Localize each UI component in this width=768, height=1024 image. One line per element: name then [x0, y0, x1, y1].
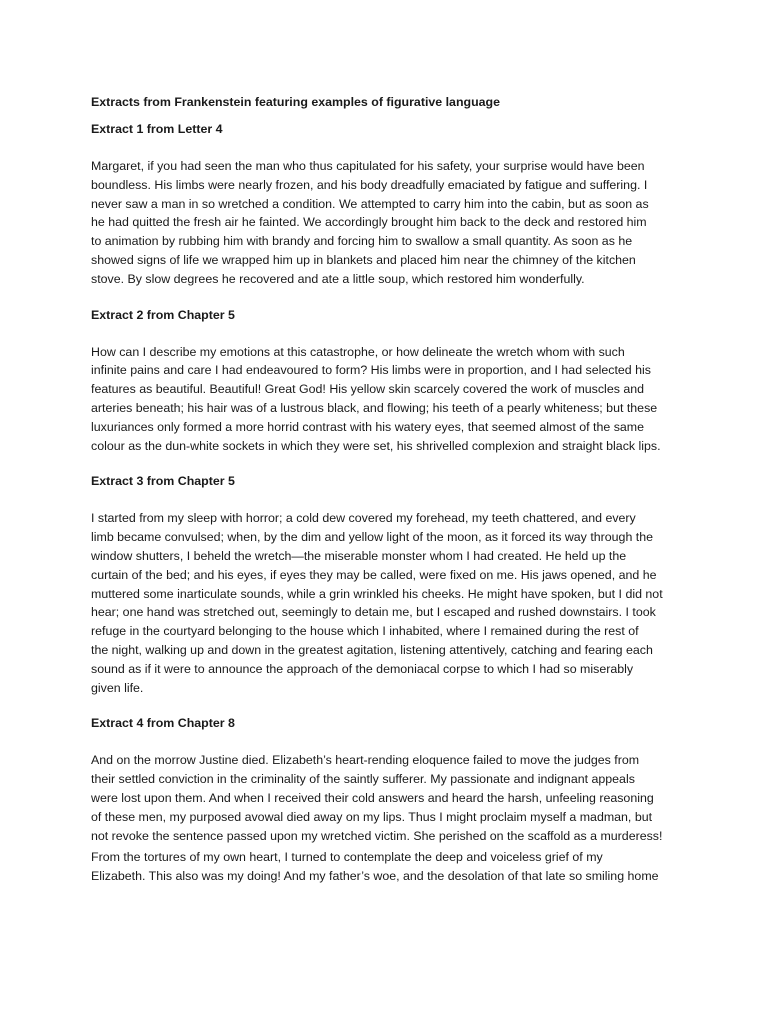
text-line: of these men, my purposed avowal died away on my lips. Thus I might proclaim myself a madman, but — [91, 809, 653, 824]
text-line: their settled conviction in the criminality of the saintly sufferer. My passionate and indignant appeals — [91, 772, 635, 787]
extract-1-heading: Extract 1 from Letter 4 — [91, 122, 223, 136]
document-page — [91, 93, 663, 903]
extract-1 — [91, 120, 663, 289]
extract-2 — [91, 306, 663, 456]
text-line: limb became convulsed; when, by the dim and yellow light of the moon, as it forced its way through the — [91, 530, 654, 545]
document-title: Extracts from Frankenstein featuring examples of figurative language — [91, 95, 500, 109]
text-line: stove. By slow degrees he recovered and ate a little soup, which restored him wonderfully. — [91, 271, 585, 286]
text-line: he had quitted the fresh air he fainted. We accordingly brought him back to the deck and restored him — [91, 215, 647, 230]
extract-3 — [91, 472, 663, 697]
extract-4-heading: Extract 4 from Chapter 8 — [91, 716, 235, 731]
text-line: the night, walking up and down in the greatest agitation, listening attentively, catching and fearing each — [91, 642, 653, 657]
text-line: muttered some inarticulate sounds, while a grin wrinkled his cheeks. He might have spoken, but I did not — [91, 586, 663, 601]
text-line: colour as the dun-white sockets in which they were set, his shrivelled complexion and straight black lips. — [91, 438, 661, 453]
extract-4-body — [91, 751, 663, 886]
text-line: infinite pains and care I had endeavoured to form? His limbs were in proportion, and I had selected his — [91, 363, 651, 378]
text-line: to animation by rubbing him with brandy and forcing him to swallow a small quantity. As soon as he — [91, 234, 633, 249]
extract-2-heading: Extract 2 from Chapter 5 — [91, 307, 235, 322]
text-line: I started from my sleep with horror; a cold dew covered my forehead, my teeth chattered, and every — [91, 511, 636, 526]
extract-3-heading: Extract 3 from Chapter 5 — [91, 474, 235, 489]
text-line: never saw a man in so wretched a condition. We attempted to carry him into the cabin, but as soon as — [91, 196, 649, 211]
extract-2-body — [91, 343, 663, 456]
extract-1-body — [91, 157, 663, 289]
extract-4 — [91, 714, 663, 886]
text-line: luxuriances only formed a more horrid contrast with his watery eyes, that seemed almost of the same — [91, 419, 645, 434]
text-line: not revoke the sentence passed upon my wretched victim. She perished on the scaffold as a murderess! — [91, 828, 663, 843]
text-line: How can I describe my emotions at this catastrophe, or how delineate the wretch whom with such — [91, 344, 625, 359]
text-line: Elizabeth. This also was my doing! And my father’s woe, and the desolation of that late so smiling home — [91, 869, 659, 884]
text-line: given life. — [91, 680, 144, 695]
text-line: sound as if it were to announce the approach of the demoniacal corpse to which I had so miserably — [91, 661, 634, 676]
text-line: And on the morrow Justine died. Elizabeth’s heart-rending eloquence failed to move the judges from — [91, 753, 640, 768]
text-line: were lost upon them. And when I received their cold answers and heard the harsh, unfeeling reasoning — [91, 790, 654, 805]
text-line: From the tortures of my own heart, I turned to contemplate the deep and voiceless grief of my — [91, 850, 603, 865]
text-line: refuge in the courtyard belonging to the house which I inhabited, where I remained during the rest of — [91, 624, 639, 639]
text-line: window shutters, I beheld the wretch—the miserable monster whom I had created. He held up the — [91, 548, 627, 563]
text-line: Margaret, if you had seen the man who thus capitulated for his safety, your surprise would have been — [91, 159, 645, 173]
text-line: features as beautiful. Beautiful! Great God! His yellow skin scarcely covered the work of muscles and — [91, 382, 645, 397]
text-line: boundless. His limbs were nearly frozen, and his body dreadfully emaciated by fatigue and suffering. I — [91, 177, 648, 192]
text-line: curtain of the bed; and his eyes, if eyes they may be called, were fixed on me. His jaws opened, and he — [91, 567, 657, 582]
extract-3-body — [91, 509, 663, 697]
text-line: showed signs of life we wrapped him up in blankets and placed him near the chimney of the kitchen — [91, 252, 636, 267]
text-line: hear; one hand was stretched out, seemingly to detain me, but I escaped and rushed downstairs. I took — [91, 605, 656, 620]
text-line: arteries beneath; his hair was of a lustrous black, and flowing; his teeth of a pearly whiteness; but these — [91, 400, 658, 415]
